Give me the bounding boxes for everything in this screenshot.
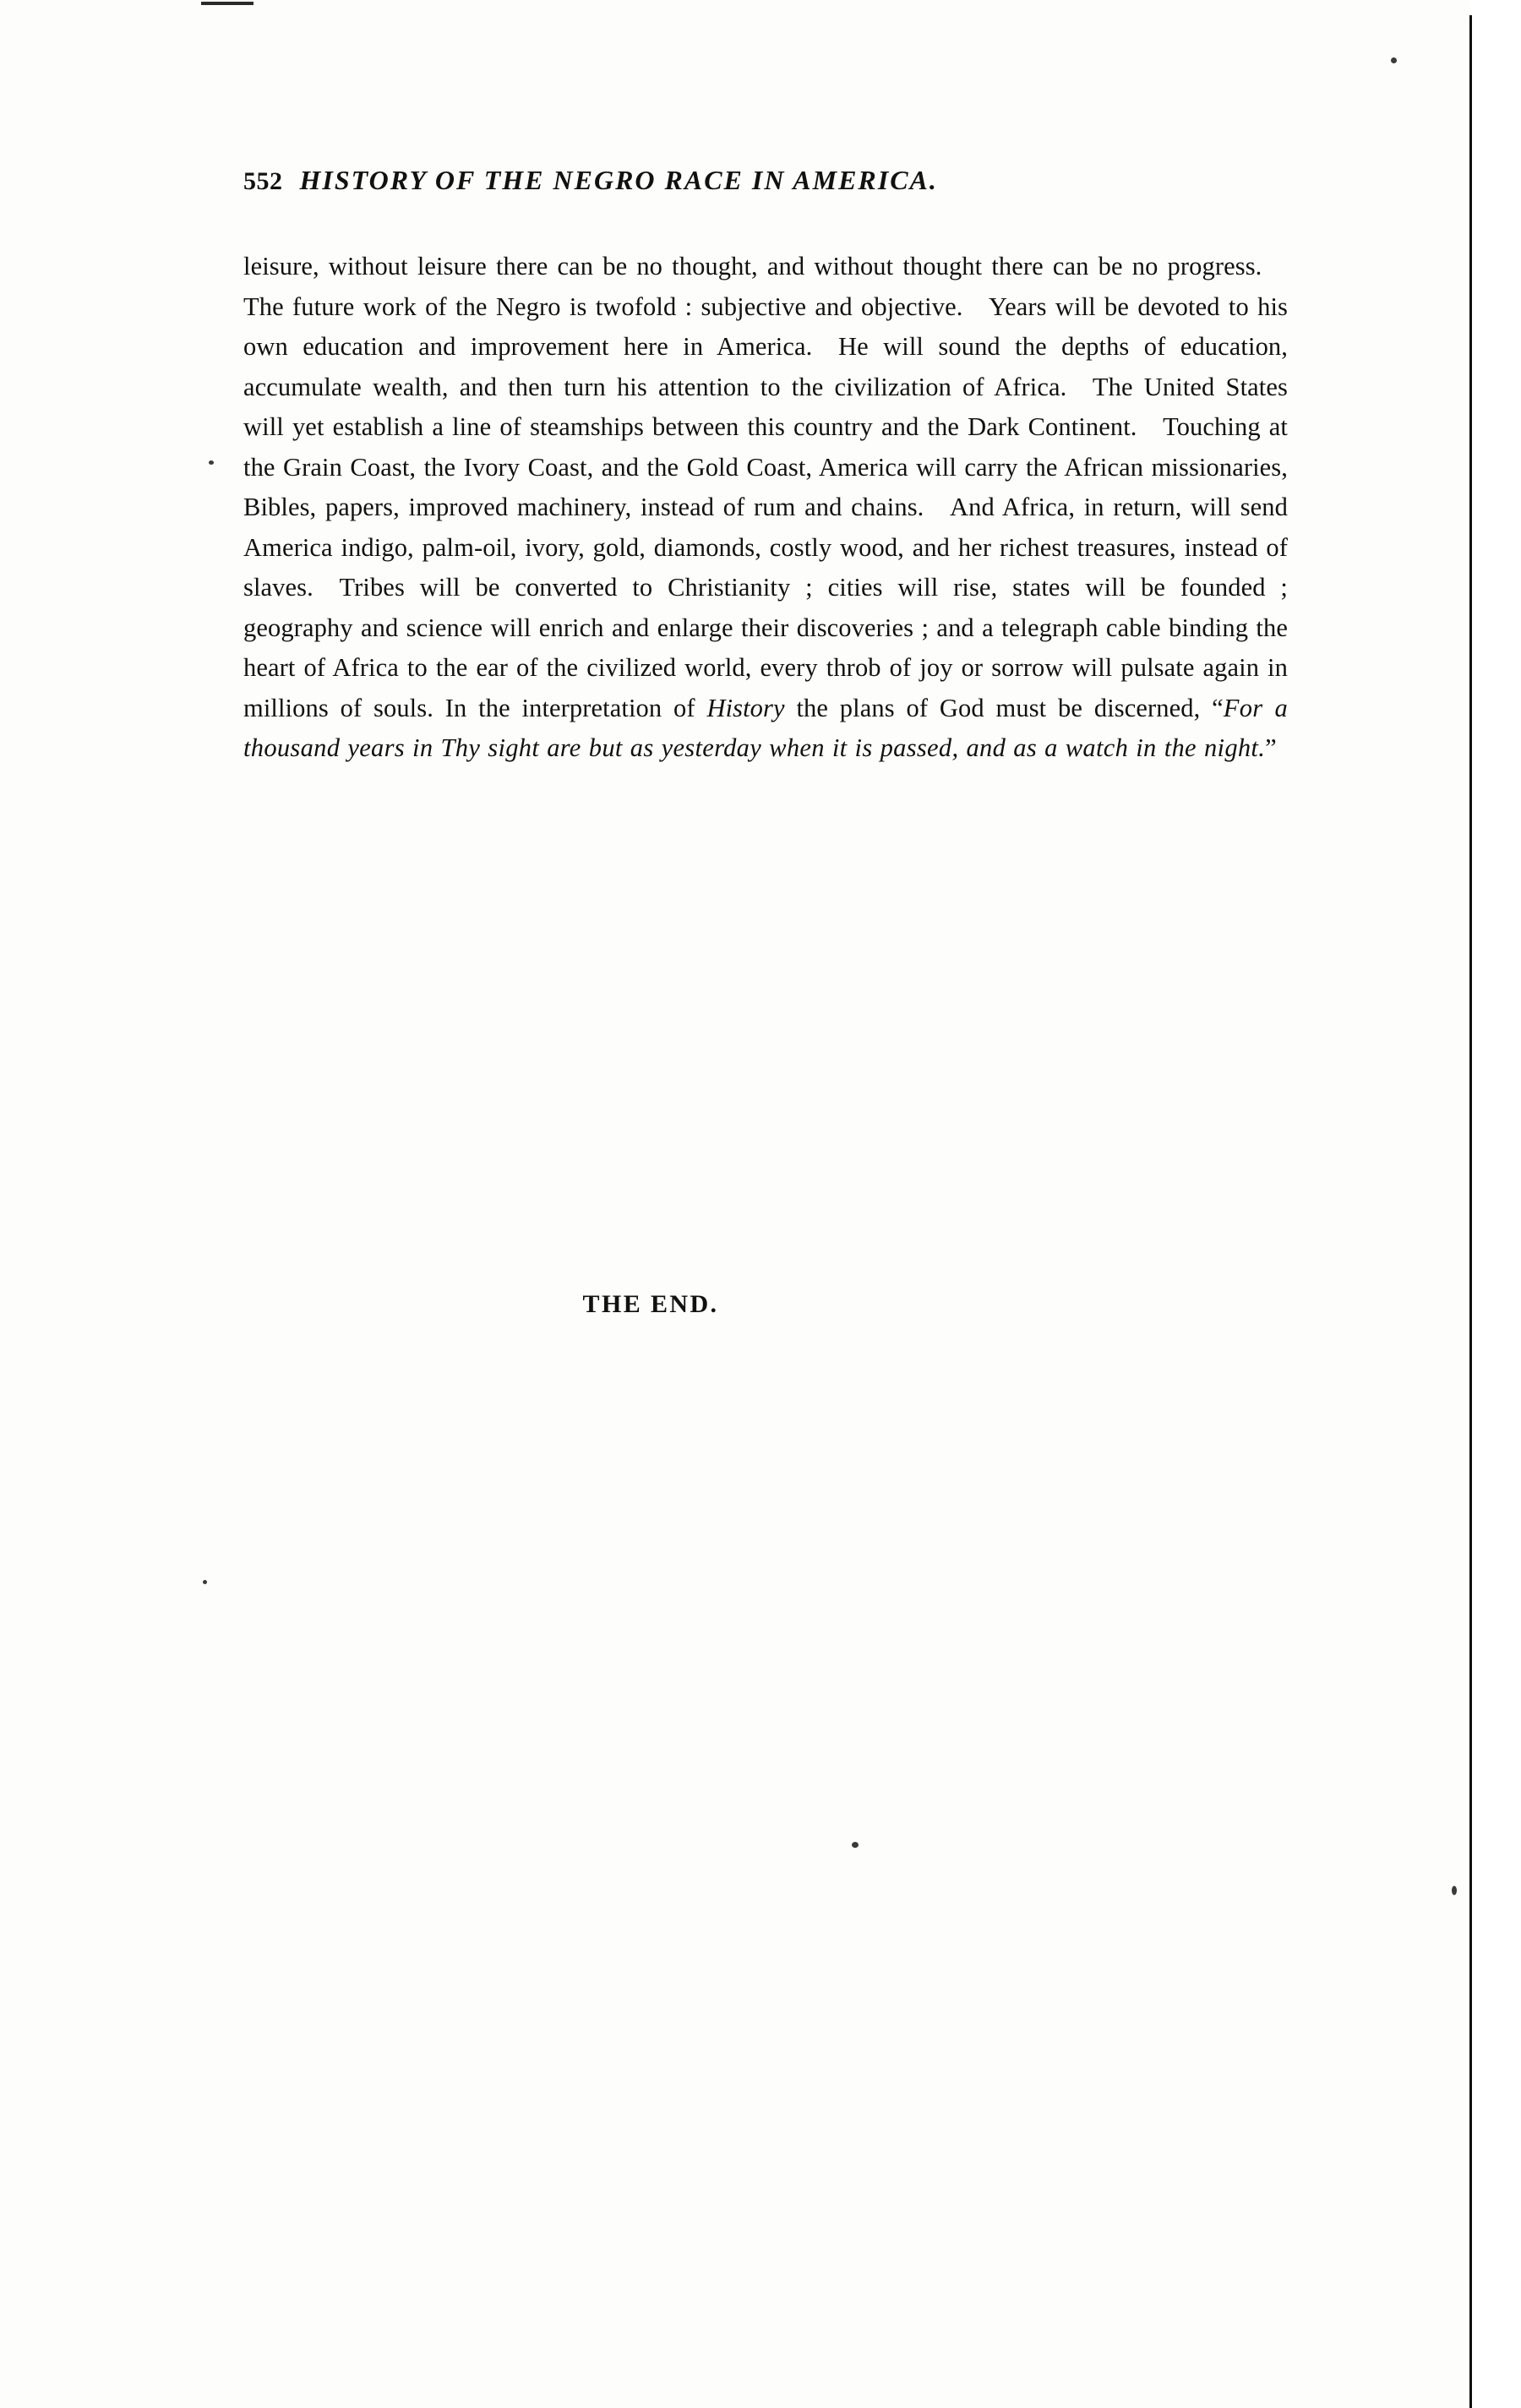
running-head — [243, 165, 1308, 196]
paragraph-text-segment: leisure, without leisure there can be no thought, and without thought there can be no progress. The future work of the Negro is twofold : subjective and objective. Years will be devoted to his own education and improvement here in America. He will sound the depths of education, accumulate wealth, and then turn his attention to the civilization of Africa. The United States will yet establish a line of steamships between this country and the Dark Continent. Touching at the Grain Coast, the Ivory Coast, and the Gold Coast, America will carry the African missionaries, Bibles, papers, improved machinery, instead of rum and chains. And Africa, in return, will send America indigo, palm-oil, ivory, gold, diamonds, costly wood, and her richest treasures, instead of slaves. Tribes will be converted to Christianity ; cities will rise, states will be founded ; geography and science will enrich and enlarge their discoveries ; and a telegraph cable binding the heart of Africa to the ear of the civilized world, every throb of joy or sorrow will pulsate again in millions of souls. In the interpretation of — [243, 252, 1288, 722]
page-number: 552 — [243, 167, 283, 195]
page-title: HISTORY OF THE NEGRO RACE IN AMERICA. — [299, 165, 938, 195]
italic-title-history: History — [706, 693, 785, 722]
scan-speck — [852, 1842, 859, 1848]
closing-quote-mark: ” — [1265, 733, 1277, 762]
scan-speck — [1452, 1886, 1457, 1895]
scan-edge-artifact — [1469, 0, 1521, 2408]
scan-speck — [209, 460, 214, 465]
body-text-block — [243, 247, 1288, 769]
scan-speck — [1391, 57, 1397, 63]
scripture-quotation: For a thousand years in Thy sight are but as yesterday when it is passed, and as a watch in the night. — [243, 693, 1289, 762]
paragraph — [243, 247, 1288, 769]
scan-speck — [203, 1580, 207, 1584]
paragraph-text-segment-2: the plans of God must be discerned, “ — [784, 693, 1224, 722]
scan-tick-artifact — [201, 2, 254, 5]
end-marker: THE END. — [582, 1290, 719, 1318]
